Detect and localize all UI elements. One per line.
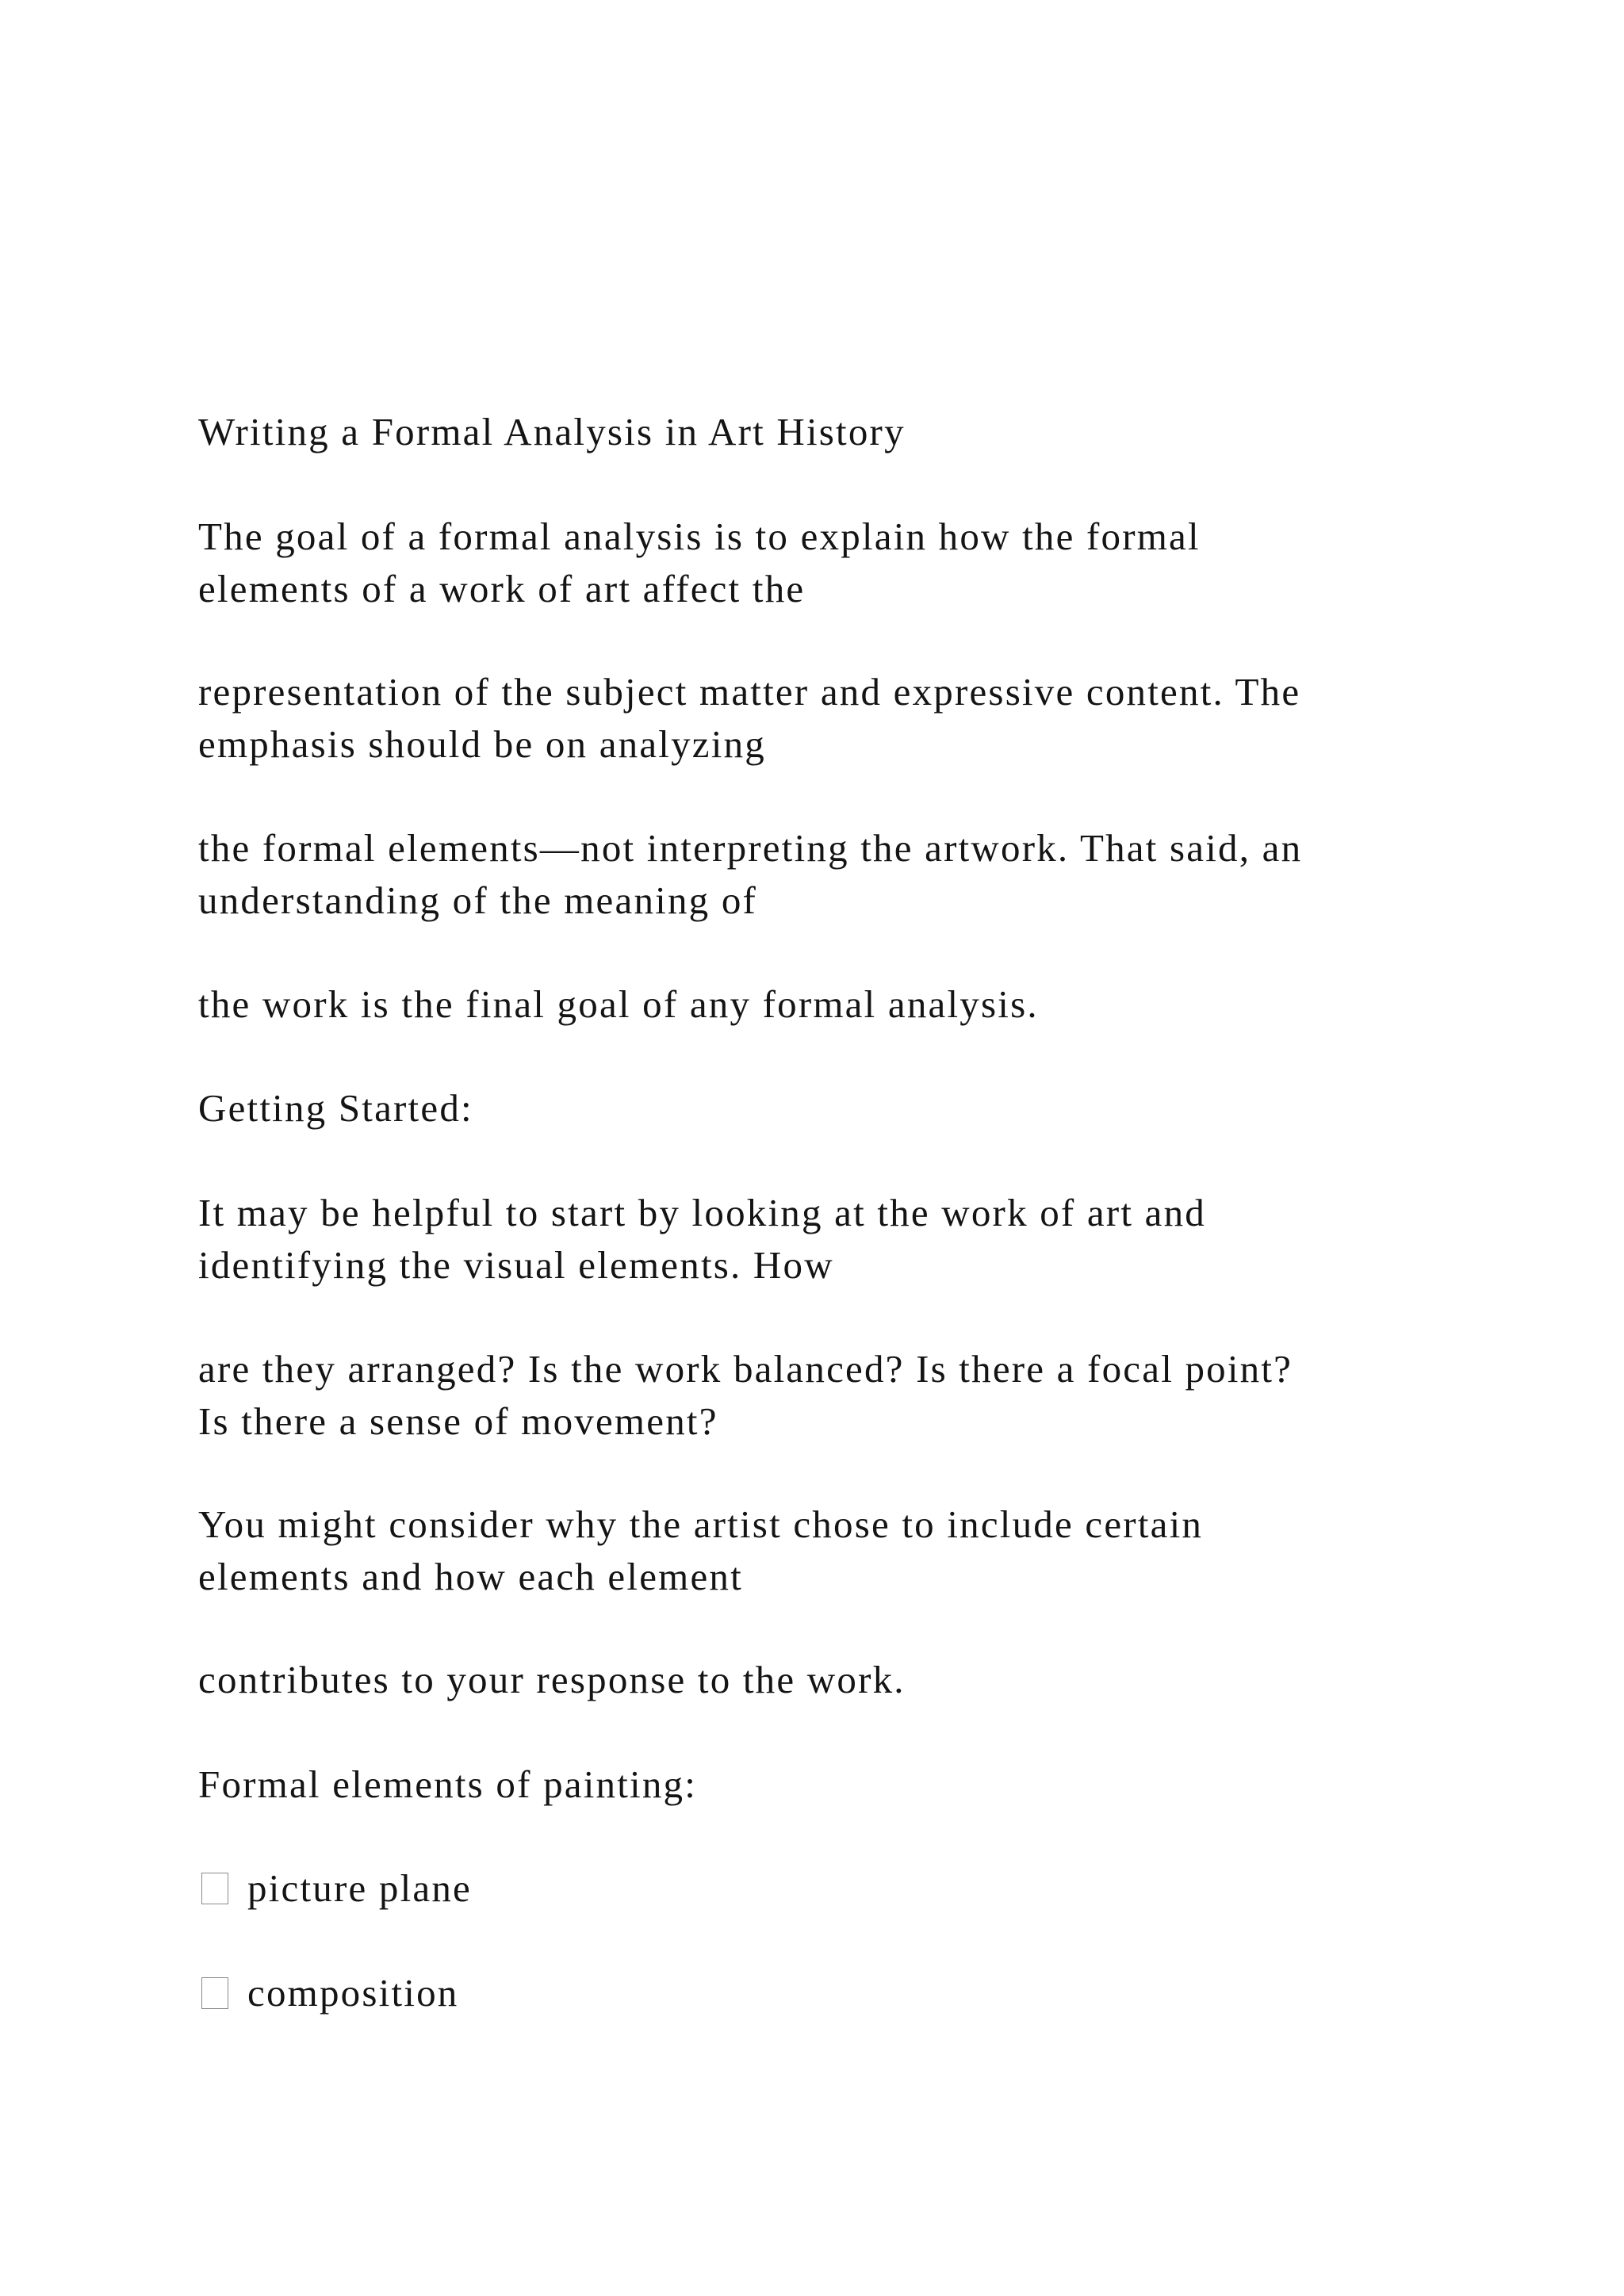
paragraph-line: emphasis should be on analyzing [198,722,766,766]
paragraph-6 [198,1187,1206,1292]
section-heading-getting-started [198,1082,473,1135]
bullet-label: picture plane [247,1866,473,1910]
paragraph-4 [198,978,1039,1031]
paragraph-line: You might consider why the artist chose to include certain [198,1502,1204,1546]
paragraph-8 [198,1498,1203,1603]
paragraph-1 [198,511,1201,615]
section-heading-formal-elements [198,1758,697,1811]
paragraph-line: understanding of the meaning of [198,878,758,922]
paragraph-line: the work is the final goal of any formal analysis. [198,982,1039,1026]
document-title [198,406,906,458]
paragraph-line: are they arranged? Is the work balanced? Is there a focal point? [198,1347,1293,1391]
paragraph-line: the formal elements—not interpreting the artwork. That said, an [198,826,1303,870]
bullet-item [198,1967,458,2019]
paragraph-line: elements of a work of art affect the [198,567,806,610]
paragraph-3 [198,822,1302,927]
missing-glyph-box-icon [201,1977,228,2009]
paragraph-7 [198,1343,1293,1448]
paragraph-line: contributes to your response to the work. [198,1658,906,1701]
bullet-item [198,1862,472,1915]
paragraph-line: Is there a sense of movement? [198,1399,718,1443]
paragraph-9 [198,1654,906,1706]
missing-glyph-box-icon [201,1873,228,1904]
paragraph-2 [198,666,1300,771]
paragraph-line: The goal of a formal analysis is to explain how the formal [198,515,1201,558]
title-text: Writing a Formal Analysis in Art History [198,410,906,453]
paragraph-line: representation of the subject matter and expressive content. The [198,670,1301,714]
paragraph-line: elements and how each element [198,1555,743,1598]
paragraph-line: identifying the visual elements. How [198,1243,834,1287]
heading-text: Getting Started: [198,1086,473,1130]
heading-text: Formal elements of painting: [198,1762,698,1806]
paragraph-line: It may be helpful to start by looking at the work of art and [198,1191,1206,1234]
bullet-label: composition [247,1971,459,2015]
